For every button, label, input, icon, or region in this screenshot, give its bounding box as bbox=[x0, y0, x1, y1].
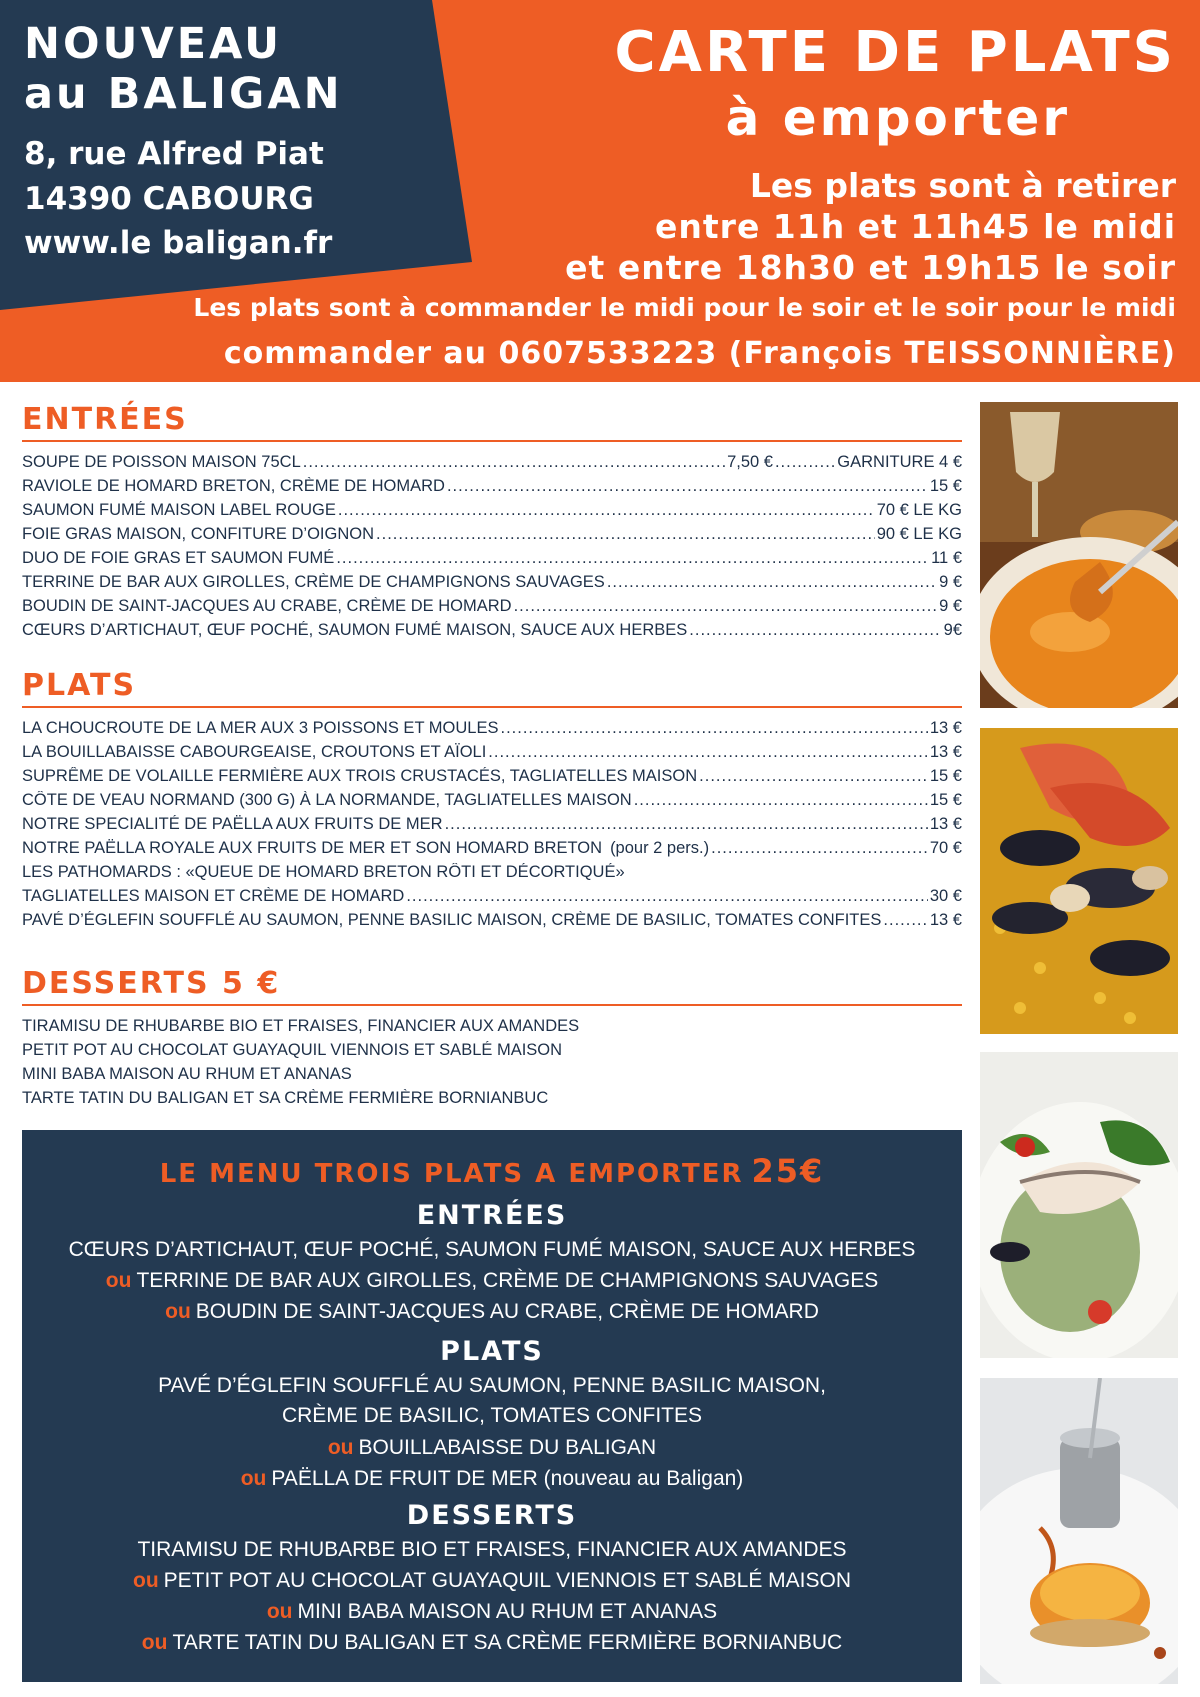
menu-desserts-head: DESSERTS bbox=[406, 1500, 578, 1531]
item-name: SOUPE DE POISSON MAISON 75CL bbox=[22, 453, 301, 471]
paella-photo bbox=[980, 728, 1178, 1034]
item-price: 13 € bbox=[929, 719, 962, 737]
item-price: 13 € bbox=[929, 815, 962, 833]
menu-option bbox=[22, 1238, 962, 1262]
menu-option bbox=[22, 1269, 962, 1293]
dessert-item: TARTE TATIN DU BALIGAN ET SA CRÈME FERMIÈRE BORNIANBUC bbox=[22, 1089, 549, 1107]
item-price: 9€ bbox=[943, 621, 962, 639]
dessert-item: PETIT POT AU CHOCOLAT GUAYAQUIL VIENNOIS ET SABLÉ MAISON bbox=[22, 1041, 563, 1059]
menu-item-row bbox=[22, 863, 962, 887]
item-name: LA BOUILLABAISSE CABOURGEAISE, CROUTONS ET AÏOLI bbox=[22, 743, 487, 761]
item-price: 11 € bbox=[931, 549, 962, 567]
restaurant-name: au BALIGAN bbox=[24, 69, 343, 119]
menu-option bbox=[22, 1300, 962, 1324]
item-name: CŒURS D’ARTICHAUT, ŒUF POCHÉ, SAUMON FUMÉ MAISON, SAUCE AUX HERBES bbox=[22, 621, 688, 639]
item-name: BOUDIN DE SAINT-JACQUES AU CRABE, CRÈME DE HOMARD bbox=[22, 597, 512, 615]
or-word: ou bbox=[327, 1436, 354, 1459]
menu-item-row bbox=[22, 621, 962, 645]
menu-item-row bbox=[22, 743, 962, 767]
or-word: ou bbox=[133, 1569, 159, 1592]
website-link[interactable]: www.le baligan.fr bbox=[24, 225, 333, 261]
item-price: 15 € bbox=[929, 767, 962, 785]
item-name: NOTRE SPECIALITÉ DE PAËLLA AUX FRUITS DE MER bbox=[22, 815, 443, 833]
menu-item-row bbox=[22, 477, 962, 501]
or-word: ou bbox=[266, 1600, 293, 1623]
desserts-title: DESSERTS 5 € bbox=[22, 966, 281, 1001]
dot-leader bbox=[336, 549, 929, 568]
menu-item-row bbox=[22, 791, 962, 815]
tarte-tatin-photo bbox=[980, 1378, 1178, 1684]
phone-line[interactable]: commander au 0607533223 (François TEISSONNIÈRE) bbox=[223, 336, 1176, 371]
or-word: ou bbox=[165, 1300, 191, 1323]
menu-entrees-head: ENTRÉES bbox=[416, 1200, 568, 1231]
menu-plat-1-line-2: CRÈME DE BASILIC, TOMATES CONFITES bbox=[281, 1404, 703, 1427]
item-price: 15 € bbox=[929, 477, 962, 495]
dot-leader bbox=[514, 597, 937, 616]
dot-leader bbox=[634, 791, 928, 810]
item-name: TERRINE DE BAR AUX GIROLLES, CRÈME DE CHAMPIGNONS SAUVAGES bbox=[22, 573, 605, 591]
dot-leader bbox=[501, 719, 928, 738]
menu-option bbox=[22, 1631, 962, 1655]
entrees-title: ENTRÉES bbox=[22, 402, 188, 437]
dot-leader bbox=[338, 501, 875, 520]
item-name: SAUMON FUMÉ MAISON LABEL ROUGE bbox=[22, 501, 336, 519]
dot-leader bbox=[607, 573, 937, 592]
pickup-line-2: entre 11h et 11h45 le midi bbox=[655, 207, 1176, 246]
menu-item-row bbox=[22, 501, 962, 525]
item-price: 9 € bbox=[939, 597, 962, 615]
menu-item-row bbox=[22, 911, 962, 935]
menu-option-text: CŒURS D’ARTICHAUT, ŒUF POCHÉ, SAUMON FUMÉ MAISON, SAUCE AUX HERBES bbox=[68, 1238, 916, 1261]
item-price: 15 € bbox=[929, 791, 962, 809]
dot-leader bbox=[447, 477, 928, 496]
item-name: DUO DE FOIE GRAS ET SAUMON FUMÉ bbox=[22, 549, 335, 567]
item-price: 13 € bbox=[929, 743, 962, 761]
dot-leader bbox=[488, 743, 928, 762]
dot-leader bbox=[699, 767, 928, 786]
item-name: SUPRÊME DE VOLAILLE FERMIÈRE AUX TROIS CRUSTACÉS, TAGLIATELLES MAISON bbox=[22, 767, 698, 785]
item-price: 70 € LE KG bbox=[876, 501, 962, 519]
dot-leader bbox=[689, 621, 941, 640]
menu-option bbox=[22, 1600, 962, 1624]
dot-leader bbox=[883, 911, 927, 930]
entrees-rule bbox=[22, 440, 962, 442]
menu-option bbox=[22, 1569, 962, 1593]
menu-item-row bbox=[22, 719, 962, 743]
dot-leader bbox=[376, 525, 875, 544]
or-word: ou bbox=[105, 1269, 132, 1292]
item-price: 70 € bbox=[929, 839, 962, 857]
item-name: TAGLIATELLES MAISON ET CRÈME DE HOMARD bbox=[22, 887, 405, 905]
pickup-line-1: Les plats sont à retirer bbox=[749, 166, 1176, 205]
or-word: ou bbox=[141, 1631, 168, 1654]
menu-plats-head: PLATS bbox=[440, 1336, 544, 1367]
pickup-line-3: et entre 18h30 et 19h15 le soir bbox=[565, 248, 1176, 287]
menu-title bbox=[22, 1152, 962, 1190]
dessert-item: TIRAMISU DE RHUBARBE BIO ET FRAISES, FINANCIER AUX AMANDES bbox=[22, 1017, 580, 1035]
desserts-rule bbox=[22, 1004, 962, 1006]
item-name: CÔTE DE VEAU NORMAND (300 G) À LA NORMANDE, TAGLIATELLES MAISON bbox=[22, 791, 632, 809]
fish-soup-photo bbox=[980, 402, 1178, 708]
menu-option bbox=[22, 1436, 962, 1460]
item-price: 90 € LE KG bbox=[876, 525, 962, 543]
menu-box bbox=[22, 1130, 962, 1682]
item-price: 30 € bbox=[929, 887, 962, 905]
menu-option-text: BOUILLABAISSE DU BALIGAN bbox=[358, 1436, 657, 1459]
item-name: RAVIOLE DE HOMARD BRETON, CRÈME DE HOMARD bbox=[22, 477, 445, 495]
page-title: CARTE DE PLATS bbox=[614, 20, 1176, 85]
page-subtitle: à emporter bbox=[725, 89, 1070, 147]
menu-item-row bbox=[22, 815, 962, 839]
menu-item-row bbox=[22, 573, 962, 597]
menu-option-text: BOUDIN DE SAINT-JACQUES AU CRABE, CRÈME DE HOMARD bbox=[195, 1300, 819, 1323]
nouveau-label: NOUVEAU bbox=[24, 19, 282, 69]
fish-fillet-photo bbox=[980, 1052, 1178, 1358]
header-banner bbox=[0, 0, 1200, 382]
order-note: Les plats sont à commander le midi pour le soir et le soir pour le midi bbox=[193, 293, 1176, 322]
menu-option-text: TARTE TATIN DU BALIGAN ET SA CRÈME FERMIÈRE BORNIANBUC bbox=[172, 1631, 843, 1654]
menu-option bbox=[22, 1467, 962, 1491]
street-address: 8, rue Alfred Piat bbox=[24, 136, 324, 172]
dot-leader bbox=[445, 815, 928, 834]
item-price: 9 € bbox=[939, 573, 962, 591]
item-name: PAVÉ D’ÉGLEFIN SOUFFLÉ AU SAUMON, PENNE BASILIC MAISON, CRÈME DE BASILIC, TOMATES CONFITES bbox=[22, 911, 882, 929]
menu-title-text: LE MENU TROIS PLATS A EMPORTER bbox=[159, 1159, 744, 1189]
menu-item-row bbox=[22, 767, 962, 791]
menu-option-text: PETIT POT AU CHOCOLAT GUAYAQUIL VIENNOIS ET SABLÉ MAISON bbox=[163, 1569, 851, 1592]
menu-item-row bbox=[22, 839, 962, 863]
menu-price: 25€ bbox=[751, 1152, 825, 1190]
menu-option bbox=[22, 1538, 962, 1562]
menu-option-text: TERRINE DE BAR AUX GIROLLES, CRÈME DE CHAMPIGNONS SAUVAGES bbox=[136, 1269, 879, 1292]
menu-item-row bbox=[22, 453, 962, 477]
item-name: LES PATHOMARDS : «QUEUE DE HOMARD BRETON RÔTI ET DÉCORTIQUÉ» bbox=[22, 863, 625, 881]
dot-leader bbox=[406, 887, 928, 906]
menu-item-row bbox=[22, 597, 962, 621]
menu-option-text: TIRAMISU DE RHUBARBE BIO ET FRAISES, FINANCIER AUX AMANDES bbox=[137, 1538, 847, 1561]
item-extra: GARNITURE 4 € bbox=[837, 453, 962, 471]
menu-option-text: PAËLLA DE FRUIT DE MER (nouveau au Baligan) bbox=[271, 1467, 744, 1490]
item-note: (pour 2 pers.) bbox=[610, 839, 710, 857]
item-name: FOIE GRAS MAISON, CONFITURE D’OIGNON bbox=[22, 525, 375, 543]
menu-item-row bbox=[22, 525, 962, 549]
dot-leader bbox=[303, 453, 725, 472]
menu-item-row bbox=[22, 887, 962, 911]
city-address: 14390 CABOURG bbox=[24, 181, 314, 217]
menu-item-row bbox=[22, 549, 962, 573]
or-word: ou bbox=[240, 1467, 267, 1490]
plats-title: PLATS bbox=[22, 668, 137, 703]
menu-plat-1-line-1: PAVÉ D’ÉGLEFIN SOUFFLÉ AU SAUMON, PENNE BASILIC MAISON, bbox=[158, 1374, 826, 1397]
menu-option-text: MINI BABA MAISON AU RHUM ET ANANAS bbox=[297, 1600, 718, 1623]
item-name: LA CHOUCROUTE DE LA MER AUX 3 POISSONS ET MOULES bbox=[22, 719, 499, 737]
dot-leader bbox=[711, 839, 928, 858]
item-name: NOTRE PAËLLA ROYALE AUX FRUITS DE MER ET SON HOMARD BRETON bbox=[22, 839, 603, 857]
dot-leader bbox=[775, 453, 835, 472]
plats-rule bbox=[22, 706, 962, 708]
dessert-item: MINI BABA MAISON AU RHUM ET ANANAS bbox=[22, 1065, 352, 1083]
item-price: 13 € bbox=[929, 911, 962, 929]
item-price: 7,50 € bbox=[727, 453, 773, 471]
